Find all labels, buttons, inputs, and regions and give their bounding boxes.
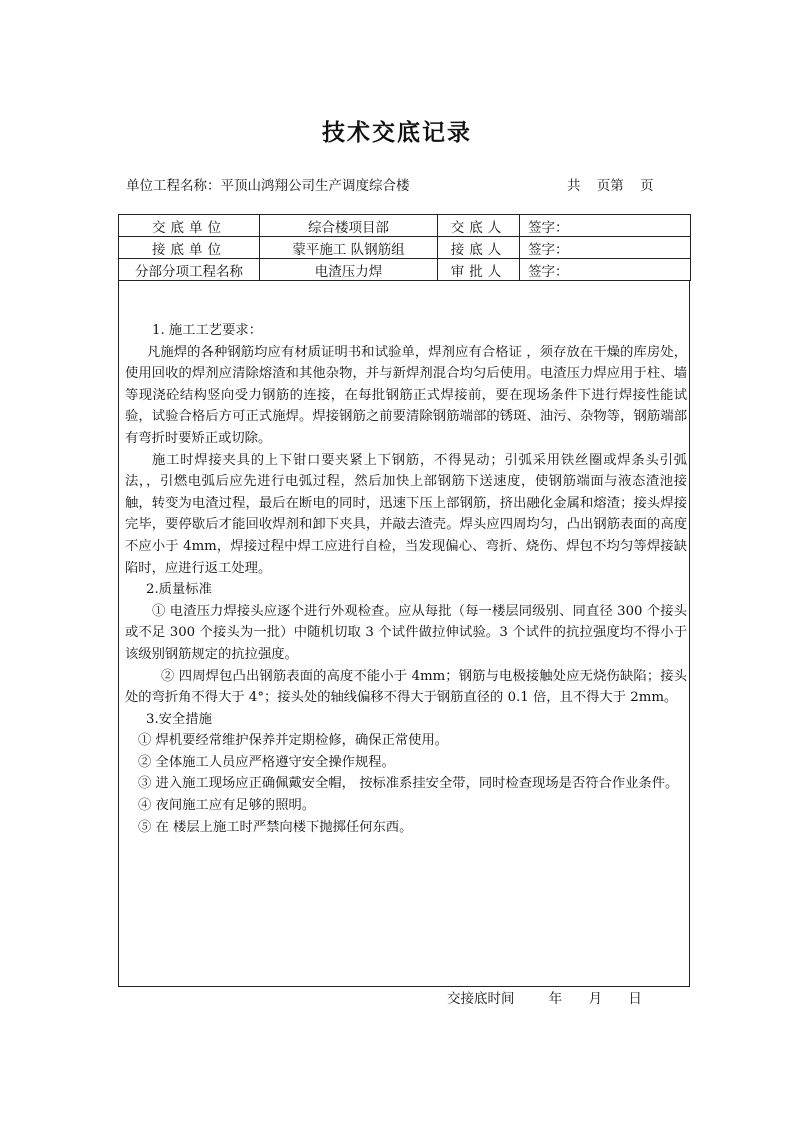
list-item: ① 焊机要经常维护保养并定期检修，确保正常使用。 bbox=[138, 733, 449, 749]
content-text bbox=[125, 320, 687, 838]
row-value: 蒙平施工 队钢筋组 bbox=[260, 237, 438, 259]
section-heading: 1. 施工工艺要求： bbox=[152, 323, 262, 338]
row-role: 审批人 bbox=[438, 259, 520, 281]
date-year: 年 bbox=[548, 991, 563, 1007]
paragraph: 施工时焊接夹具的上下钳口要夹紧上下钢筋，不得晃动；引弧采用铁丝圈或焊条头引弧法，，引燃电弧后应先进行电弧过程，然后加快上部钢筋下送速度，使钢筋端面与液态渣池接触，转变为电渣过程，最后在断电的同时，迅速下压上部钢筋，挤出融化金属和熔渣；接头焊接完毕，要停歇后才能回收焊剂和卸下夹具，并敲去渣壳。焊头应四周均匀，凸出钢筋表面的高度不应小于 4mm，焊接过程中焊工应进行自检，当发现偏心、弯折、烧伤、焊包不均匀等焊接缺陷时，应进行返工处理。 bbox=[125, 452, 687, 576]
project-name: 单位工程名称：平顶山鸿翔公司生产调度综合楼 bbox=[126, 178, 410, 194]
handover-date bbox=[447, 987, 642, 1007]
row-label: 接底单位 bbox=[119, 237, 260, 259]
document-title: 技术交底记录 bbox=[322, 119, 472, 146]
section-heading: 2.质量标准 bbox=[146, 582, 212, 598]
list-item: ④ 夜间施工应有足够的照明。 bbox=[138, 798, 316, 814]
handover-date-label: 交接底时间 bbox=[447, 991, 515, 1007]
signature-field[interactable]: 签字： bbox=[520, 259, 691, 281]
row-value: 综合楼项目部 bbox=[260, 215, 438, 237]
table-row bbox=[119, 215, 691, 237]
info-table bbox=[118, 214, 691, 281]
row-value: 电渣压力焊 bbox=[260, 259, 438, 281]
row-label: 分部分项工程名称 bbox=[119, 259, 260, 281]
list-item: ① 电渣压力焊接头应逐个进行外观检查。应从每批（每一楼层同级别、同直径 300 个接头或不足 300 个接头为一批）中随机切取 3 个试件做拉伸试验。3 个试件的抗拉强度均不得小于该级别钢筋规定的抗拉强度。 bbox=[125, 603, 687, 662]
table-row bbox=[119, 259, 691, 281]
table-row bbox=[119, 237, 691, 259]
paragraph: 凡施焊的各种钢筋均应有材质证明书和试验单，焊剂应有合格证 ，须存放在干燥的库房处，使用回收的焊剂应清除熔渣和其他杂物，并与新焊剂混合均匀后使用。电渣压力焊应用于柱、墙等现浇砼结构竖向受力钢筋的连接，在每批钢筋正式焊接前，要在现场条件下进行焊接性能试验，试验合格后方可正式施焊。焊接钢筋之前要清除钢筋端部的锈斑、油污、杂物等，钢筋端部有弯折时要矫正或切除。 bbox=[125, 344, 687, 446]
list-item: ② 全体施工人员应严格遵守安全操作规程。 bbox=[138, 754, 395, 770]
row-role: 交底人 bbox=[438, 215, 520, 237]
list-item: ③ 进入施工现场应正确佩戴安全帽， 按标准系挂安全带，同时检查现场是否符合作业条件。 bbox=[138, 776, 679, 792]
signature-field[interactable]: 签字： bbox=[520, 237, 691, 259]
list-item: ② 四周焊包凸出钢筋表面的高度不能小于 4mm；钢筋与电极接触处应无烧伤缺陷；接头处的弯折角不得大于 4°；接头处的轴线偏移不得大于钢筋直径的 0.1 倍，且不得大于 2mm。 bbox=[125, 668, 687, 706]
section-heading: 3.安全措施 bbox=[146, 711, 212, 727]
date-month: 月 bbox=[588, 991, 603, 1007]
signature-field[interactable]: 签字： bbox=[520, 215, 691, 237]
row-role: 接底人 bbox=[438, 237, 520, 259]
page-count: 共 页第 页 bbox=[567, 178, 654, 194]
row-label: 交底单位 bbox=[119, 215, 260, 237]
date-day: 日 bbox=[628, 991, 642, 1007]
list-item: ⑤ 在 楼层上施工时严禁向楼下抛掷任何东西。 bbox=[138, 819, 413, 835]
